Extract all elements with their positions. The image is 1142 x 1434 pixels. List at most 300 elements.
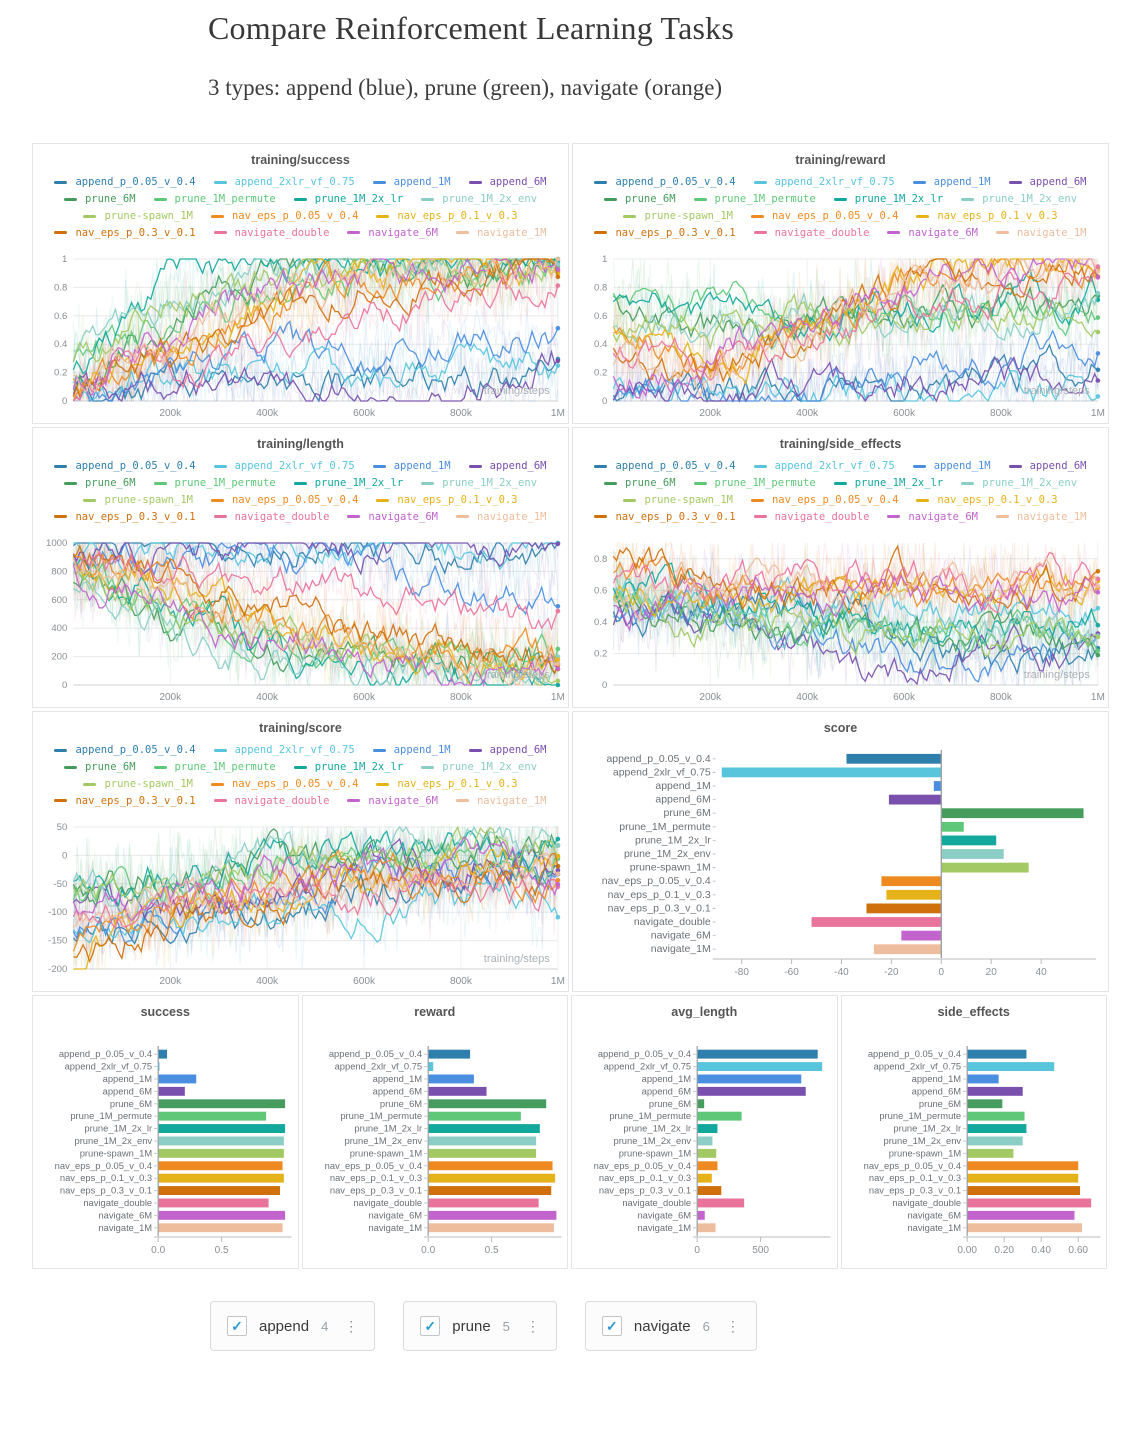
legend-item[interactable] (54, 226, 195, 241)
legend-swatch-icon (754, 465, 767, 468)
panel-side_effects[interactable] (841, 995, 1108, 1269)
legend-item[interactable] (373, 743, 451, 758)
line-chart-svg[interactable] (33, 537, 568, 705)
svg-text:200k: 200k (159, 976, 182, 987)
svg-text:nav_eps_p_0.05_v_0.4: nav_eps_p_0.05_v_0.4 (324, 1160, 422, 1171)
svg-text:prune_1M_2x_env: prune_1M_2x_env (613, 1136, 692, 1146)
legend-label: nav_eps_p_0.1_v_0.3 (937, 209, 1058, 222)
svg-text:0.5: 0.5 (214, 1245, 229, 1256)
svg-text:prune_1M_2x_lr: prune_1M_2x_lr (892, 1123, 961, 1134)
group-checkbox[interactable]: ✓ (602, 1316, 622, 1336)
bar (697, 1112, 741, 1121)
svg-text:1M: 1M (550, 692, 565, 703)
legend-item[interactable] (913, 175, 991, 190)
legend-swatch-icon (913, 181, 926, 184)
panel-success[interactable] (32, 995, 299, 1269)
chart-area[interactable] (573, 253, 1108, 421)
chart-area[interactable] (842, 1042, 1107, 1266)
svg-text:400k: 400k (256, 408, 279, 419)
legend-swatch-icon (996, 515, 1009, 518)
bar (846, 754, 941, 764)
legend-label: nav_eps_p_0.3_v_0.1 (615, 510, 736, 523)
legend-item[interactable] (834, 192, 944, 207)
legend-item[interactable] (214, 794, 330, 809)
svg-text:nav_eps_p_0.1_v_0.3: nav_eps_p_0.1_v_0.3 (868, 1173, 961, 1184)
bar (428, 1199, 538, 1208)
svg-text:append_2xlr_vf_0.75: append_2xlr_vf_0.75 (612, 767, 711, 779)
svg-text:nav_eps_p_0.3_v_0.1: nav_eps_p_0.3_v_0.1 (598, 1185, 692, 1196)
x-axis-label: training/steps (1023, 385, 1090, 397)
legend-item[interactable] (211, 209, 358, 224)
bar (697, 1174, 712, 1183)
legend-swatch-icon (54, 231, 67, 234)
svg-text:append_1M: append_1M (372, 1074, 422, 1084)
panel-score[interactable] (572, 711, 1109, 992)
svg-text:-50: -50 (53, 878, 68, 890)
panel-avg_length[interactable] (571, 995, 838, 1269)
svg-text:append_1M: append_1M (911, 1074, 961, 1084)
legend-item[interactable] (214, 510, 330, 525)
legend-label: nav_eps_p_0.05_v_0.4 (771, 209, 899, 222)
legend-item[interactable] (294, 192, 404, 207)
legend-item[interactable] (211, 493, 358, 508)
legend-item[interactable] (594, 510, 735, 525)
bar (697, 1124, 717, 1133)
legend-item[interactable] (887, 226, 978, 241)
legend-item[interactable] (456, 794, 547, 809)
legend-item[interactable] (54, 743, 195, 758)
bar (967, 1099, 1002, 1108)
legend-item[interactable] (294, 760, 404, 775)
report-subtitle: 3 types: append (blue), prune (green), navigate (orange) (208, 75, 723, 100)
legend-item[interactable] (376, 209, 517, 224)
legend-item[interactable] (913, 459, 991, 474)
bar (158, 1137, 284, 1146)
svg-text:600k: 600k (893, 408, 916, 419)
bar (158, 1174, 284, 1183)
legend-label: prune-spawn_1M (104, 493, 193, 506)
legend-item[interactable] (347, 794, 438, 809)
group-filter-chip-append[interactable] (210, 1301, 375, 1351)
svg-text:800k: 800k (990, 408, 1012, 419)
svg-text:prune_6M: prune_6M (918, 1098, 961, 1109)
chart-area[interactable] (573, 537, 1108, 705)
svg-text:prune_1M_2x_lr: prune_1M_2x_lr (635, 835, 711, 847)
svg-text:200k: 200k (699, 692, 722, 703)
legend-item[interactable] (961, 476, 1077, 491)
legend-swatch-icon (469, 465, 482, 468)
legend-item[interactable] (347, 510, 438, 525)
bar (889, 795, 941, 805)
kebab-menu-icon[interactable]: ⋮ (344, 1318, 359, 1334)
bar-chart-svg[interactable] (573, 746, 1108, 982)
bar (158, 1223, 282, 1232)
svg-text:0.4: 0.4 (594, 339, 608, 351)
legend-swatch-icon (54, 749, 67, 752)
group-filter-chip-prune[interactable] (403, 1301, 557, 1351)
legend-swatch-icon (604, 482, 617, 485)
svg-text:nav_eps_p_0.3_v_0.1: nav_eps_p_0.3_v_0.1 (59, 1185, 153, 1196)
legend-item[interactable] (469, 175, 547, 190)
bar (941, 836, 996, 846)
panel-reward[interactable] (302, 995, 569, 1269)
svg-text:1M: 1M (1090, 408, 1105, 419)
svg-text:1M: 1M (550, 408, 565, 419)
bar (866, 904, 941, 914)
svg-text:prune_1M_2x_env: prune_1M_2x_env (74, 1136, 153, 1146)
svg-text:navigate_double: navigate_double (891, 1198, 961, 1208)
legend-item[interactable] (154, 476, 276, 491)
legend-item[interactable] (376, 493, 517, 508)
chart-area[interactable] (572, 1042, 837, 1266)
svg-text:prune_1M_permute: prune_1M_permute (619, 821, 711, 833)
legend-label: prune_1M_permute (714, 477, 816, 489)
bar (697, 1223, 715, 1232)
svg-text:1: 1 (601, 254, 608, 265)
bar (158, 1186, 280, 1195)
svg-text:0.6: 0.6 (594, 585, 608, 597)
legend-label: nav_eps_p_0.1_v_0.3 (397, 209, 518, 222)
bar (941, 822, 963, 832)
bar (697, 1211, 705, 1220)
panel-training-length[interactable] (32, 427, 569, 708)
legend-swatch-icon (996, 231, 1009, 234)
kebab-menu-icon[interactable]: ⋮ (525, 1318, 540, 1334)
legend (573, 173, 1108, 239)
bar-chart-svg[interactable] (33, 1042, 298, 1260)
legend-item[interactable] (623, 493, 733, 508)
legend-item[interactable] (469, 743, 547, 758)
svg-text:50: 50 (56, 822, 68, 833)
legend-swatch-icon (376, 783, 389, 786)
legend-swatch-icon (887, 231, 900, 234)
legend-label: prune_1M_2x_lr (314, 477, 404, 489)
legend-item[interactable] (214, 743, 355, 758)
bar-chart-svg[interactable] (842, 1042, 1107, 1260)
legend-item[interactable] (373, 459, 451, 474)
group-checkbox[interactable]: ✓ (420, 1316, 440, 1336)
legend-swatch-icon (913, 465, 926, 468)
bar (697, 1137, 712, 1146)
bar (158, 1211, 285, 1220)
legend-label: append_6M (1029, 176, 1087, 189)
panel-title: avg_length (671, 1005, 738, 1019)
chart-area[interactable] (33, 821, 568, 989)
legend-item[interactable] (64, 192, 136, 207)
legend-swatch-icon (154, 482, 167, 485)
legend-swatch-icon (211, 783, 224, 786)
legend-item[interactable] (754, 175, 895, 190)
svg-text:-20: -20 (884, 966, 899, 979)
svg-text:nav_eps_p_0.1_v_0.3: nav_eps_p_0.1_v_0.3 (59, 1173, 153, 1184)
bar (967, 1186, 1080, 1195)
panel-title: training/score (259, 721, 342, 735)
svg-text:append_6M: append_6M (911, 1086, 961, 1097)
svg-text:600k: 600k (353, 976, 376, 987)
svg-text:200k: 200k (159, 408, 182, 419)
line-chart-svg[interactable] (33, 821, 568, 989)
bar (967, 1087, 1023, 1096)
group-checkbox[interactable]: ✓ (227, 1316, 247, 1336)
line-chart-svg[interactable] (33, 253, 568, 421)
bar-chart-svg[interactable] (572, 1042, 837, 1260)
legend-swatch-icon (1009, 465, 1022, 468)
legend (573, 457, 1108, 523)
legend-swatch-icon (916, 499, 929, 502)
legend-swatch-icon (961, 198, 974, 201)
legend-swatch-icon (211, 215, 224, 218)
x-axis-label: training/steps (483, 953, 550, 965)
legend-label: nav_eps_p_0.3_v_0.1 (75, 226, 196, 239)
legend-item[interactable] (214, 459, 355, 474)
chart-area[interactable] (303, 1042, 568, 1266)
bar (428, 1087, 486, 1096)
bar (428, 1223, 554, 1232)
bar (967, 1199, 1091, 1208)
legend-item[interactable] (594, 175, 735, 190)
legend-item[interactable] (64, 760, 136, 775)
svg-text:append_2xlr_vf_0.75: append_2xlr_vf_0.75 (873, 1061, 961, 1072)
legend-label: append_2xlr_vf_0.75 (234, 176, 355, 189)
chart-area[interactable] (33, 537, 568, 705)
legend-label: nav_eps_p_0.05_v_0.4 (231, 777, 359, 790)
legend-item[interactable] (754, 226, 870, 241)
legend-swatch-icon (211, 499, 224, 502)
legend-item[interactable] (294, 476, 404, 491)
svg-text:prune-spawn_1M: prune-spawn_1M (629, 862, 711, 874)
legend-label: nav_eps_p_0.05_v_0.4 (771, 493, 899, 506)
svg-text:nav_eps_p_0.1_v_0.3: nav_eps_p_0.1_v_0.3 (329, 1173, 422, 1184)
bar (428, 1124, 540, 1133)
legend-item[interactable] (214, 226, 330, 241)
legend-label: append_6M (1029, 460, 1087, 473)
svg-text:0: 0 (694, 1245, 700, 1256)
svg-text:0.00: 0.00 (956, 1245, 977, 1256)
legend-swatch-icon (83, 783, 96, 786)
legend-item[interactable] (211, 777, 358, 792)
svg-text:navigate_1M: navigate_1M (637, 1222, 692, 1233)
legend-item[interactable] (594, 459, 735, 474)
chart-area[interactable] (33, 1042, 298, 1266)
legend-swatch-icon (694, 482, 707, 485)
svg-text:navigate_6M: navigate_6M (637, 1210, 692, 1221)
legend-item[interactable] (456, 510, 547, 525)
svg-text:40: 40 (1035, 966, 1047, 979)
legend-label: prune_1M_permute (714, 193, 816, 205)
line-chart-svg[interactable] (573, 537, 1108, 705)
report-title: Compare Reinforcement Learning Tasks (208, 10, 734, 46)
svg-text:append_6M: append_6M (372, 1086, 422, 1097)
legend-item[interactable] (54, 510, 195, 525)
svg-text:prune_1M_2x_env: prune_1M_2x_env (882, 1136, 961, 1146)
svg-text:nav_eps_p_0.3_v_0.1: nav_eps_p_0.3_v_0.1 (607, 903, 711, 915)
svg-text:400k: 400k (256, 692, 279, 703)
bar (697, 1149, 716, 1158)
legend-swatch-icon (594, 515, 607, 518)
svg-text:400: 400 (51, 623, 68, 635)
legend-label: navigate_6M (368, 510, 438, 523)
svg-text:navigate_1M: navigate_1M (650, 944, 711, 956)
svg-text:navigate_6M: navigate_6M (650, 930, 711, 942)
legend-item[interactable] (754, 510, 870, 525)
svg-text:1M: 1M (1090, 692, 1105, 703)
bar (428, 1174, 555, 1183)
legend-item[interactable] (916, 493, 1057, 508)
svg-text:prune-spawn_1M: prune-spawn_1M (349, 1148, 422, 1159)
svg-text:600k: 600k (893, 692, 916, 703)
panel-training-side-effects[interactable] (572, 427, 1109, 708)
svg-text:0.0: 0.0 (151, 1245, 166, 1256)
legend-label: navigate_double (774, 226, 870, 239)
svg-text:0.0: 0.0 (420, 1245, 435, 1256)
bar (722, 768, 942, 778)
bar (428, 1062, 433, 1071)
svg-text:navigate_6M: navigate_6M (98, 1210, 153, 1221)
bar (967, 1050, 1026, 1059)
legend-label: prune_1M_2x_lr (314, 193, 404, 205)
group-filter-chip-navigate[interactable] (585, 1301, 757, 1351)
svg-text:200: 200 (51, 651, 68, 663)
svg-text:navigate_6M: navigate_6M (367, 1210, 422, 1221)
legend-item[interactable] (996, 226, 1087, 241)
panel-title: training/side_effects (779, 437, 902, 451)
legend-item[interactable] (604, 476, 676, 491)
legend-item[interactable] (154, 192, 276, 207)
panel-training-success[interactable] (32, 143, 569, 424)
legend-item[interactable] (694, 192, 816, 207)
svg-text:0: 0 (601, 680, 608, 691)
legend-item[interactable] (83, 777, 193, 792)
legend-item[interactable] (834, 476, 944, 491)
svg-text:nav_eps_p_0.05_v_0.4: nav_eps_p_0.05_v_0.4 (593, 1160, 692, 1171)
legend-item[interactable] (83, 209, 193, 224)
legend-item[interactable] (754, 459, 895, 474)
panel-training-score[interactable] (32, 711, 569, 992)
legend-item[interactable] (54, 794, 195, 809)
legend-swatch-icon (694, 198, 707, 201)
legend-swatch-icon (456, 799, 469, 802)
panel-title: training/length (257, 437, 344, 451)
legend-item[interactable] (694, 476, 816, 491)
legend-item[interactable] (421, 760, 537, 775)
svg-text:navigate_1M: navigate_1M (367, 1222, 422, 1233)
legend-item[interactable] (64, 476, 136, 491)
bar (428, 1137, 536, 1146)
legend-item[interactable] (751, 209, 898, 224)
legend-item[interactable] (373, 175, 451, 190)
svg-text:0.4: 0.4 (54, 339, 68, 351)
legend-label: navigate_double (774, 510, 870, 523)
panel-training-reward[interactable] (572, 143, 1109, 424)
legend-swatch-icon (347, 231, 360, 234)
legend-label: append_p_0.05_v_0.4 (75, 744, 196, 757)
legend-label: prune_1M_2x_env (442, 477, 538, 489)
legend-item[interactable] (83, 493, 193, 508)
legend-item[interactable] (54, 175, 195, 190)
legend-item[interactable] (456, 226, 547, 241)
legend-swatch-icon (54, 465, 67, 468)
legend-item[interactable] (154, 760, 276, 775)
svg-text:1000: 1000 (46, 538, 68, 549)
bar (428, 1186, 551, 1195)
legend-label: append_1M (933, 460, 991, 473)
legend-swatch-icon (214, 515, 227, 518)
legend-swatch-icon (64, 482, 77, 485)
legend-swatch-icon (469, 181, 482, 184)
legend-label: append_6M (489, 744, 547, 757)
line-chart-svg[interactable] (573, 253, 1108, 421)
legend-swatch-icon (214, 181, 227, 184)
panel-title: reward (414, 1005, 456, 1019)
legend-item[interactable] (594, 226, 735, 241)
bar (967, 1223, 1082, 1232)
svg-text:nav_eps_p_0.1_v_0.3: nav_eps_p_0.1_v_0.3 (598, 1173, 692, 1184)
legend-item[interactable] (347, 226, 438, 241)
legend-item[interactable] (751, 493, 898, 508)
svg-text:prune_1M_2x_lr: prune_1M_2x_lr (623, 1123, 692, 1134)
legend-item[interactable] (887, 510, 978, 525)
panel-title: score (823, 721, 858, 735)
group-run-count: 6 (702, 1318, 710, 1334)
bar-chart-svg[interactable] (303, 1042, 568, 1260)
chart-area[interactable] (573, 746, 1108, 989)
legend-item[interactable] (376, 777, 517, 792)
legend-label: prune_1M_2x_env (442, 193, 538, 205)
legend-item[interactable] (604, 192, 676, 207)
legend-item[interactable] (421, 192, 537, 207)
legend-item[interactable] (421, 476, 537, 491)
legend-item[interactable] (623, 209, 733, 224)
svg-text:append_2xlr_vf_0.75: append_2xlr_vf_0.75 (334, 1061, 422, 1072)
svg-text:navigate_double: navigate_double (633, 916, 711, 929)
bar (967, 1161, 1078, 1170)
svg-text:prune-spawn_1M: prune-spawn_1M (888, 1148, 961, 1159)
bar (428, 1112, 521, 1121)
legend-item[interactable] (469, 459, 547, 474)
legend-item[interactable] (916, 209, 1057, 224)
legend-swatch-icon (834, 198, 847, 201)
bar (158, 1112, 266, 1121)
legend-swatch-icon (54, 181, 67, 184)
legend-label: navigate_1M (1016, 510, 1087, 523)
legend-item[interactable] (54, 459, 195, 474)
legend-item[interactable] (1009, 175, 1087, 190)
legend-item[interactable] (961, 192, 1077, 207)
legend-item[interactable] (1009, 459, 1087, 474)
legend-label: navigate_6M (908, 226, 978, 239)
chart-area[interactable] (33, 253, 568, 421)
svg-text:0.20: 0.20 (993, 1245, 1014, 1256)
svg-text:prune_1M_2x_lr: prune_1M_2x_lr (84, 1123, 153, 1134)
legend-swatch-icon (456, 515, 469, 518)
bar (874, 944, 941, 954)
legend-item[interactable] (214, 175, 355, 190)
bar (901, 931, 941, 941)
legend-label: prune_6M (84, 477, 136, 489)
svg-text:0: 0 (938, 966, 945, 979)
bar (941, 863, 1028, 873)
legend-label: prune_1M_2x_lr (854, 193, 944, 205)
panel-title: side_effects (937, 1005, 1010, 1019)
legend-item[interactable] (996, 510, 1087, 525)
legend-swatch-icon (1009, 181, 1022, 184)
svg-text:append_2xlr_vf_0.75: append_2xlr_vf_0.75 (64, 1061, 153, 1072)
legend-label: prune_6M (84, 193, 136, 205)
legend-swatch-icon (421, 198, 434, 201)
group-label: navigate (633, 1317, 691, 1335)
legend-swatch-icon (961, 482, 974, 485)
kebab-menu-icon[interactable]: ⋮ (725, 1318, 740, 1334)
